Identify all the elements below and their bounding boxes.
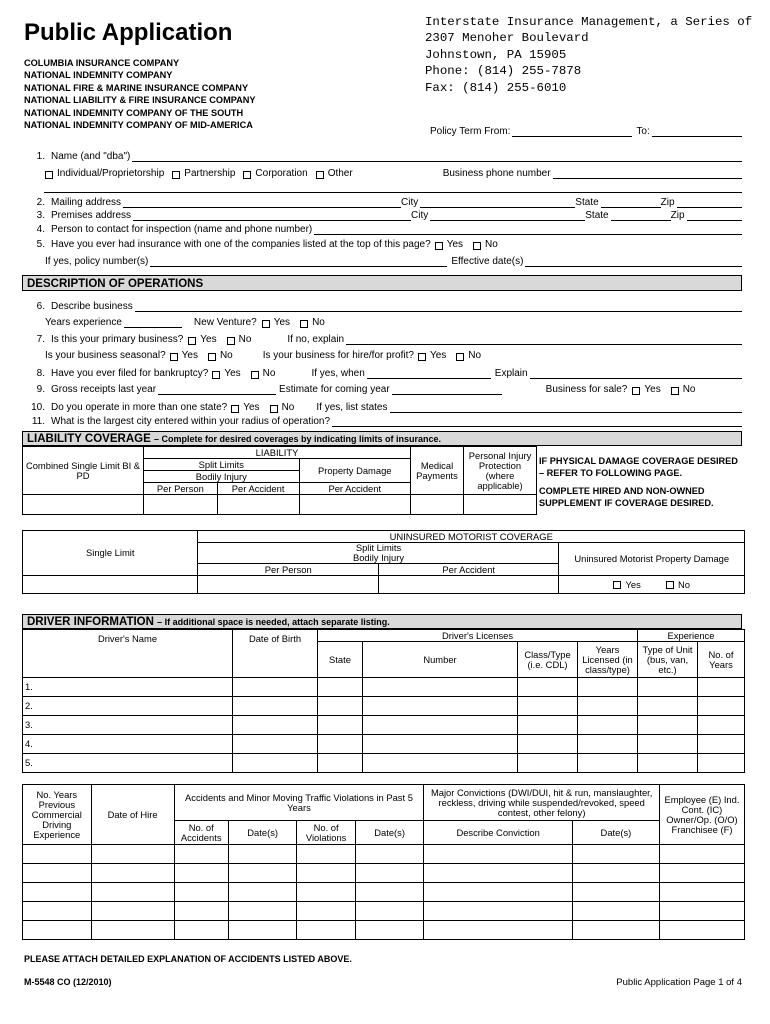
q-number: 1.	[36, 151, 45, 162]
describe-business-field[interactable]	[135, 302, 742, 312]
hired-nonowned-note: COMPLETE HIRED AND NON-OWNED SUPPLEMENT IF COVERAGE DESIRED.	[539, 486, 714, 508]
attach-note: PLEASE ATTACH DETAILED EXPLANATION OF ACCIDENTS LISTED ABOVE.	[24, 954, 352, 964]
no-label: No	[262, 368, 276, 379]
yes-label: Yes	[243, 402, 260, 413]
employee-type-header: Employee (E) Ind. Cont. (IC) Owner/Op. (O/O) Franchisee (F)	[659, 785, 744, 845]
no-label: No	[312, 317, 325, 328]
policy-term-to-field[interactable]	[652, 127, 742, 137]
number-header: Number	[363, 642, 518, 678]
split-limits-header: Split Limits	[144, 459, 300, 471]
company-list	[24, 57, 256, 131]
q1-label: Name (and "dba")	[51, 151, 131, 162]
yes-label: Yes	[429, 350, 447, 361]
company-name: NATIONAL INDEMNITY COMPANY OF MID-AMERICA	[24, 120, 253, 131]
hire-profit-label: Is your business for hire/for profit?	[262, 350, 414, 361]
list-states-label: If yes, list states	[316, 402, 388, 413]
company-name: NATIONAL LIABILITY & FIRE INSURANCE COMPANY	[24, 95, 256, 106]
seasonal-label: Is your business seasonal?	[45, 350, 166, 361]
seasonal-row	[24, 348, 742, 361]
liability-heading-text: LIABILITY COVERAGE	[27, 433, 151, 445]
q1-row	[24, 149, 742, 162]
company-name: NATIONAL FIRE & MARINE INSURANCE COMPANY	[24, 82, 249, 93]
um-per-person-cell[interactable]	[198, 576, 379, 594]
history-row	[23, 902, 745, 921]
q-number: 8.	[36, 368, 45, 379]
prev-exp-header: No. Years Previous Commercial Driving Experience	[23, 785, 92, 845]
um-split-limits-header	[198, 543, 559, 564]
liability-heading	[22, 431, 742, 446]
checkbox-no[interactable]	[208, 353, 216, 361]
no-label: No	[219, 350, 233, 361]
per-accident-header: Per Accident	[217, 483, 299, 495]
type-label: Individual/Proprietorship	[57, 168, 165, 179]
mailing-state-field[interactable]	[601, 198, 661, 208]
checkbox-yes[interactable]	[231, 405, 239, 413]
driver-row	[23, 678, 745, 697]
um-bodily-injury-text: Bodily Injury	[352, 552, 405, 563]
for-sale-label: Business for sale?	[545, 384, 628, 395]
largest-city-field[interactable]	[332, 417, 742, 427]
per-person-header: Per Person	[144, 483, 218, 495]
driver-row	[23, 697, 745, 716]
checkbox-yes[interactable]	[188, 337, 196, 345]
state-label: State	[585, 210, 609, 221]
q8-label: Have you ever filed for bankruptcy?	[51, 368, 209, 379]
if-no-explain-label: If no, explain	[287, 334, 345, 345]
q-number: 2.	[36, 197, 45, 208]
q4-row	[24, 222, 742, 235]
type-label: Other	[327, 168, 353, 179]
bi-per-accident-cell[interactable]	[217, 495, 299, 515]
explain-field[interactable]	[346, 335, 742, 345]
driver-row-number[interactable]: 5.	[23, 754, 233, 773]
policy-term-row	[430, 124, 742, 137]
checkbox-individual[interactable]	[45, 171, 53, 179]
premises-state-field[interactable]	[611, 211, 671, 221]
driver-subheading: – If additional space is needed, attach separate listing.	[157, 617, 390, 627]
q7-row	[24, 332, 742, 345]
q2-label: Mailing address	[51, 197, 122, 208]
driver-row	[23, 716, 745, 735]
driver-row	[23, 735, 745, 754]
checkbox-no[interactable]	[251, 371, 259, 379]
dob-header: Date of Birth	[233, 630, 318, 678]
no-violations-header: No. of Violations	[297, 821, 355, 845]
driver-row	[23, 754, 745, 773]
q7-label: Is this your primary business?	[51, 334, 184, 345]
years-licensed-header: Years Licensed (in class/type)	[578, 642, 638, 678]
page-number: Public Application Page 1 of 4	[616, 977, 742, 988]
checkbox-yes[interactable]	[212, 371, 220, 379]
q8-row	[24, 366, 742, 379]
no-label: No	[468, 350, 482, 361]
q-number: 3.	[36, 210, 45, 221]
um-per-accident-header: Per Accident	[378, 564, 559, 576]
violation-dates-header: Date(s)	[355, 821, 424, 845]
checkbox-partnership[interactable]	[172, 171, 180, 179]
history-row	[23, 883, 745, 902]
checkbox-yes[interactable]	[262, 320, 270, 328]
name-continuation-field[interactable]	[44, 183, 742, 193]
accidents-header: Accidents and Minor Moving Traffic Violations in Past 5 Years	[174, 785, 424, 821]
checkbox-no[interactable]	[270, 405, 278, 413]
checkbox-no[interactable]	[300, 320, 308, 328]
yes-label: Yes	[625, 578, 641, 590]
q10-row	[24, 400, 742, 413]
q5-label: Have you ever had insurance with one of the companies listed at the top of this page?	[51, 239, 431, 250]
yes-label: Yes	[446, 239, 464, 250]
liability-table	[22, 446, 537, 515]
q9-row	[24, 382, 742, 395]
q9-label: Gross receipts last year	[51, 384, 157, 395]
yes-label: Yes	[181, 350, 198, 361]
business-phone-field[interactable]	[553, 169, 742, 179]
um-split-limits-text: Split Limits	[355, 542, 402, 553]
premises-city-field[interactable]	[430, 211, 585, 221]
conviction-dates-header: Date(s)	[572, 821, 659, 845]
operations-heading: DESCRIPTION OF OPERATIONS	[22, 275, 742, 291]
checkbox-yes[interactable]	[435, 242, 443, 250]
effective-dates-label: Effective date(s)	[451, 256, 524, 267]
q2-row	[24, 195, 742, 208]
csl-cell[interactable]	[23, 495, 144, 515]
address-line: 2307 Menoher Boulevard	[425, 31, 589, 46]
history-row	[23, 921, 745, 940]
class-type-header: Class/Type (i.e. CDL)	[518, 642, 578, 678]
checkbox-no[interactable]	[473, 242, 481, 250]
um-single-limit-cell[interactable]	[23, 576, 198, 594]
pd-per-accident-cell[interactable]	[299, 495, 410, 515]
address-line: Johnstown, PA 15905	[425, 47, 567, 62]
type-label: Corporation	[255, 168, 308, 179]
zip-label: Zip	[670, 210, 685, 221]
q6-row	[24, 299, 742, 312]
checkbox-corporation[interactable]	[243, 171, 251, 179]
effective-dates-field[interactable]	[525, 257, 742, 267]
agency-address	[425, 14, 770, 96]
drivers-name-header: Driver's Name	[23, 630, 233, 678]
company-name: COLUMBIA INSURANCE COMPANY	[24, 58, 180, 68]
mailing-city-field[interactable]	[420, 198, 575, 208]
experience-header: Experience	[638, 630, 745, 642]
q-number: 6.	[36, 301, 45, 312]
yes-label: Yes	[224, 368, 241, 379]
driver-table	[22, 629, 745, 773]
form-number: M-5548 CO (12/2010)	[24, 977, 112, 987]
yes-label: Yes	[200, 334, 217, 345]
q-number: 5.	[36, 239, 45, 250]
q-number: 10.	[31, 402, 45, 413]
business-type-row	[24, 166, 742, 179]
date-of-hire-header: Date of Hire	[91, 785, 174, 845]
um-per-accident-cell[interactable]	[378, 576, 559, 594]
history-row	[23, 864, 745, 883]
q3-row	[24, 208, 742, 221]
policy-numbers-field[interactable]	[150, 257, 447, 267]
policy-numbers-row	[24, 254, 742, 267]
policy-term-from-field[interactable]	[512, 127, 632, 137]
blank-line-row	[44, 180, 742, 193]
if-yes-when-label: If yes, when	[311, 368, 365, 379]
medical-payments-cell[interactable]	[411, 495, 464, 515]
checkbox-no[interactable]	[227, 337, 235, 345]
no-label: No	[678, 578, 690, 590]
checkbox-no[interactable]	[671, 387, 679, 395]
estimate-field[interactable]	[392, 385, 502, 395]
q3-label: Premises address	[51, 210, 132, 221]
list-states-field[interactable]	[390, 403, 743, 413]
city-label: City	[401, 197, 419, 208]
mailing-address-field[interactable]	[123, 198, 401, 208]
years-experience-label: Years experience	[45, 317, 122, 328]
city-label: City	[411, 210, 429, 221]
address-line: Fax: (814) 255-6010	[425, 80, 567, 95]
bodily-injury-header: Bodily Injury	[144, 471, 300, 483]
combined-single-header: Combined Single Limit BI & PD	[23, 447, 144, 495]
history-table	[22, 784, 745, 940]
no-label: No	[281, 402, 295, 413]
page-title: Public Application	[24, 19, 233, 46]
business-phone-label: Business phone number	[442, 168, 551, 179]
type-of-unit-header: Type of Unit (bus, van, etc.)	[638, 642, 698, 678]
estimate-label: Estimate for coming year	[279, 384, 390, 395]
describe-conviction-header: Describe Conviction	[424, 821, 572, 845]
driver-row-number[interactable]: 1.	[23, 678, 233, 697]
major-convictions-header: Major Convictions (DWI/DUI, hit & run, manslaughter, reckless, driving while suspended/revoked, speed contest, other felony)	[424, 785, 660, 821]
no-years-header: No. of Years	[698, 642, 745, 678]
no-label: No	[485, 239, 498, 250]
q-number: 7.	[36, 334, 45, 345]
premises-address-field[interactable]	[133, 211, 411, 221]
uninsured-table	[22, 530, 745, 594]
bi-per-person-cell[interactable]	[144, 495, 218, 515]
policy-term-to-label: To:	[636, 126, 650, 137]
q-number: 9.	[36, 384, 45, 395]
checkbox-no[interactable]	[456, 353, 464, 361]
q4-label: Person to contact for inspection (name and phone number)	[51, 224, 313, 235]
type-label: Partnership	[184, 168, 236, 179]
yes-label: Yes	[644, 384, 661, 395]
state-label: State	[575, 197, 599, 208]
q11-row	[24, 414, 742, 427]
property-damage-header: Property Damage	[299, 459, 410, 483]
years-experience-field[interactable]	[124, 318, 182, 328]
liability-subheading: – Complete for desired coverages by indicating limits of insurance.	[153, 434, 442, 444]
checkbox-no[interactable]	[666, 581, 674, 589]
address-line: Interstate Insurance Management, a Series of	[425, 15, 753, 29]
um-pd-header: Uninsured Motorist Property Damage	[559, 543, 745, 576]
liability-header: LIABILITY	[144, 447, 411, 459]
no-label: No	[238, 334, 252, 345]
no-accidents-header: No. of Accidents	[174, 821, 228, 845]
accident-dates-header: Date(s)	[228, 821, 297, 845]
uninsured-heading: UNINSURED MOTORIST COVERAGE	[198, 531, 745, 543]
driver-row-number[interactable]: 4.	[23, 735, 233, 754]
name-field[interactable]	[132, 152, 742, 162]
checkbox-yes[interactable]	[418, 353, 426, 361]
per-accident-header: Per Accident	[299, 483, 410, 495]
checkbox-other[interactable]	[316, 171, 324, 179]
policy-term-from-label: Policy Term From:	[430, 126, 511, 137]
q10-label: Do you operate in more than one state?	[51, 402, 228, 413]
medical-payments-header: Medical Payments	[411, 447, 464, 495]
state-header: State	[318, 642, 363, 678]
policy-numbers-label: If yes, policy number(s)	[45, 256, 149, 267]
yes-label: Yes	[273, 317, 291, 328]
bankruptcy-when-field[interactable]	[367, 369, 491, 379]
contact-field[interactable]	[314, 225, 742, 235]
bankruptcy-explain-field[interactable]	[530, 369, 742, 379]
checkbox-yes[interactable]	[632, 387, 640, 395]
driver-heading-text: DRIVER INFORMATION	[27, 616, 154, 628]
driver-row-number[interactable]: 3.	[23, 716, 233, 735]
q5-row	[24, 237, 742, 250]
new-venture-label: New Venture?	[193, 317, 257, 328]
zip-label: Zip	[660, 197, 675, 208]
pip-cell[interactable]	[464, 495, 537, 515]
premises-zip-field[interactable]	[687, 211, 742, 221]
licenses-header: Driver's Licenses	[318, 630, 638, 642]
um-pd-choice-cell	[559, 576, 745, 594]
gross-receipts-field[interactable]	[158, 385, 276, 395]
single-limit-header: Single Limit	[23, 531, 198, 576]
checkbox-yes[interactable]	[170, 353, 178, 361]
company-name: NATIONAL INDEMNITY COMPANY OF THE SOUTH	[24, 107, 244, 118]
company-name: NATIONAL INDEMNITY COMPANY	[24, 70, 173, 81]
um-per-person-header: Per Person	[198, 564, 379, 576]
physical-damage-note: IF PHYSICAL DAMAGE COVERAGE DESIRED – REFER TO FOLLOWING PAGE.	[539, 456, 738, 478]
explain-label: Explain	[494, 368, 528, 379]
q-number: 4.	[36, 224, 45, 235]
address-line: Phone: (814) 255-7878	[425, 64, 582, 79]
driver-row-number[interactable]: 2.	[23, 697, 233, 716]
history-row	[23, 845, 745, 864]
q-number: 11.	[31, 416, 45, 427]
years-exp-row	[24, 315, 742, 328]
mailing-zip-field[interactable]	[677, 198, 742, 208]
q11-label: What is the largest city entered within your radius of operation?	[51, 416, 331, 427]
no-label: No	[682, 384, 696, 395]
driver-heading	[22, 614, 742, 629]
checkbox-yes[interactable]	[613, 581, 621, 589]
q6-label: Describe business	[51, 301, 133, 312]
pip-header: Personal Injury Protection (where applicable)	[464, 447, 537, 495]
